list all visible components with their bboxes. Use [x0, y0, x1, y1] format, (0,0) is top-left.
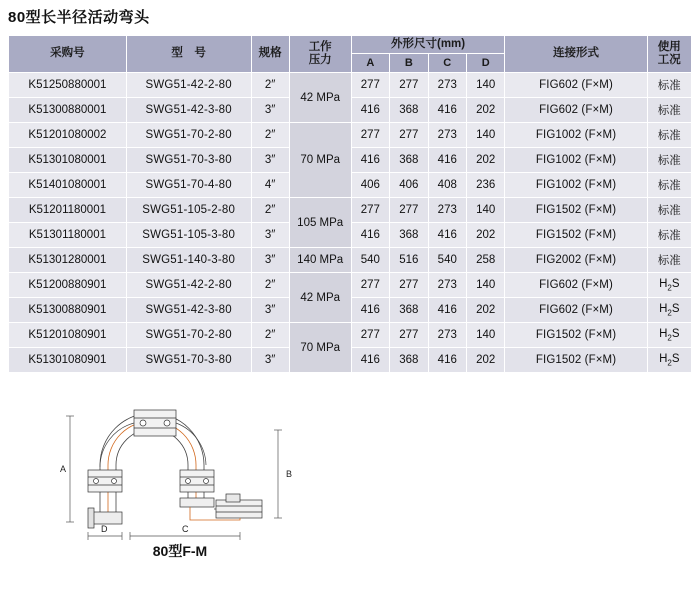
- cell-dim-d: 140: [467, 123, 505, 148]
- cell-service: $H_2S$: [647, 298, 691, 323]
- cell-connection: FIG1502 (F×M): [505, 223, 647, 248]
- cell-service: $H_2S$: [647, 348, 691, 373]
- cell-service: 标准: [647, 148, 691, 173]
- cell-dim-a: 416: [351, 223, 389, 248]
- cell-dim-d: 140: [467, 198, 505, 223]
- cell-model: SWG51-42-3-80: [126, 298, 251, 323]
- cell-connection: FIG602 (F×M): [505, 298, 647, 323]
- cell-size: 3″: [251, 248, 289, 273]
- cell-part-no: K51301080901: [9, 348, 127, 373]
- cell-connection: FIG602 (F×M): [505, 273, 647, 298]
- cell-size: 3″: [251, 223, 289, 248]
- dimension-label-c: C: [182, 524, 189, 534]
- cell-service: 标准: [647, 73, 691, 98]
- column-header-dim-c: C: [428, 54, 466, 73]
- cell-part-no: K51200880901: [9, 273, 127, 298]
- column-header-dim-b: B: [390, 54, 428, 73]
- cell-part-no: K51201080002: [9, 123, 127, 148]
- cell-part-no: K51300880901: [9, 298, 127, 323]
- table-row: [9, 198, 692, 223]
- table-row: [9, 273, 692, 298]
- cell-dim-a: 416: [351, 298, 389, 323]
- column-header-service: 使用 工况: [647, 36, 691, 73]
- cell-dim-c: 408: [428, 173, 466, 198]
- cell-service: $H_2S$: [647, 323, 691, 348]
- column-header-dimensions: 外形尺寸(mm): [351, 36, 505, 54]
- cell-dim-b: 368: [390, 223, 428, 248]
- cell-dim-b: 277: [390, 323, 428, 348]
- cell-service: 标准: [647, 173, 691, 198]
- cell-dim-a: 277: [351, 198, 389, 223]
- cell-dim-c: 416: [428, 148, 466, 173]
- cell-dim-d: 202: [467, 298, 505, 323]
- cell-model: SWG51-70-2-80: [126, 323, 251, 348]
- cell-dim-c: 273: [428, 198, 466, 223]
- column-header-dim-a: A: [351, 54, 389, 73]
- cell-dim-b: 368: [390, 348, 428, 373]
- column-header-connection: 连接形式: [505, 36, 647, 73]
- cell-size: 2″: [251, 273, 289, 298]
- cell-dim-c: 416: [428, 223, 466, 248]
- cell-connection: FIG1502 (F×M): [505, 198, 647, 223]
- elbow-diagram-svg: [30, 370, 330, 545]
- cell-model: SWG51-140-3-80: [126, 248, 251, 273]
- cell-dim-b: 368: [390, 98, 428, 123]
- cell-dim-d: 140: [467, 323, 505, 348]
- cell-dim-c: 273: [428, 73, 466, 98]
- cell-dim-b: 406: [390, 173, 428, 198]
- cell-dim-a: 277: [351, 123, 389, 148]
- column-header-working-pressure: 工作 压力: [289, 36, 351, 73]
- table-header: [9, 36, 692, 73]
- cell-size: 3″: [251, 298, 289, 323]
- table-row: [9, 248, 692, 273]
- cell-dim-d: 140: [467, 73, 505, 98]
- cell-part-no: K51301180001: [9, 223, 127, 248]
- dimension-label-d: D: [101, 524, 108, 534]
- table-row: [9, 323, 692, 348]
- cell-connection: FIG1502 (F×M): [505, 323, 647, 348]
- cell-dim-a: 540: [351, 248, 389, 273]
- cell-part-no: K51301080001: [9, 148, 127, 173]
- cell-service: 标准: [647, 123, 691, 148]
- cell-connection: FIG1002 (F×M): [505, 123, 647, 148]
- cell-dim-d: 140: [467, 273, 505, 298]
- table-row: [9, 73, 692, 98]
- cell-model: SWG51-70-4-80: [126, 173, 251, 198]
- cell-model: SWG51-42-3-80: [126, 98, 251, 123]
- cell-part-no: K51300880001: [9, 98, 127, 123]
- cell-dim-a: 277: [351, 273, 389, 298]
- cell-service: 标准: [647, 248, 691, 273]
- cell-dim-b: 277: [390, 198, 428, 223]
- dimension-label-b: B: [286, 469, 293, 479]
- cell-connection: FIG602 (F×M): [505, 98, 647, 123]
- specification-table: [8, 35, 692, 373]
- cell-connection: FIG1502 (F×M): [505, 348, 647, 373]
- column-header-model: 型 号: [126, 36, 251, 73]
- cell-working-pressure: 140 MPa: [289, 248, 351, 273]
- cell-size: 2″: [251, 198, 289, 223]
- cell-dim-a: 416: [351, 98, 389, 123]
- cell-dim-b: 277: [390, 123, 428, 148]
- cell-model: SWG51-105-2-80: [126, 198, 251, 223]
- cell-size: 3″: [251, 148, 289, 173]
- cell-model: SWG51-70-3-80: [126, 148, 251, 173]
- cell-part-no: K51201180001: [9, 198, 127, 223]
- cell-working-pressure: 70 MPa: [289, 323, 351, 373]
- cell-dim-a: 416: [351, 348, 389, 373]
- cell-dim-b: 516: [390, 248, 428, 273]
- cell-size: 2″: [251, 323, 289, 348]
- cell-working-pressure: 105 MPa: [289, 198, 351, 248]
- cell-dim-a: 277: [351, 73, 389, 98]
- cell-dim-d: 258: [467, 248, 505, 273]
- cell-dim-d: 202: [467, 348, 505, 373]
- cell-dim-b: 277: [390, 273, 428, 298]
- cell-size: 2″: [251, 123, 289, 148]
- page-title: 80型长半径活动弯头: [8, 9, 150, 26]
- cell-dim-c: 540: [428, 248, 466, 273]
- cell-size: 3″: [251, 98, 289, 123]
- cell-dim-c: 416: [428, 348, 466, 373]
- cell-size: 2″: [251, 73, 289, 98]
- cell-dim-a: 277: [351, 323, 389, 348]
- cell-connection: FIG1002 (F×M): [505, 173, 647, 198]
- cell-dim-c: 416: [428, 98, 466, 123]
- cell-model: SWG51-70-3-80: [126, 348, 251, 373]
- cell-model: SWG51-42-2-80: [126, 73, 251, 98]
- cell-dim-c: 273: [428, 323, 466, 348]
- cell-dim-d: 202: [467, 223, 505, 248]
- cell-dim-b: 368: [390, 148, 428, 173]
- cell-connection: FIG2002 (F×M): [505, 248, 647, 273]
- cell-working-pressure: 70 MPa: [289, 123, 351, 198]
- column-header-dim-d: D: [467, 54, 505, 73]
- cell-service: 标准: [647, 198, 691, 223]
- cell-service: 标准: [647, 223, 691, 248]
- table-body: [9, 73, 692, 373]
- product-figure: [30, 370, 330, 570]
- cell-size: 4″: [251, 173, 289, 198]
- cell-dim-d: 202: [467, 98, 505, 123]
- cell-working-pressure: 42 MPa: [289, 73, 351, 123]
- cell-dim-a: 406: [351, 173, 389, 198]
- cell-model: SWG51-42-2-80: [126, 273, 251, 298]
- cell-model: SWG51-105-3-80: [126, 223, 251, 248]
- cell-size: 3″: [251, 348, 289, 373]
- cell-dim-c: 273: [428, 273, 466, 298]
- dimension-label-a: A: [60, 464, 67, 474]
- cell-service: $H_2S$: [647, 273, 691, 298]
- cell-connection: FIG1002 (F×M): [505, 148, 647, 173]
- column-header-part-no: 采购号: [9, 36, 127, 73]
- cell-dim-c: 416: [428, 298, 466, 323]
- cell-service: 标准: [647, 98, 691, 123]
- cell-part-no: K51250880001: [9, 73, 127, 98]
- cell-part-no: K51401080001: [9, 173, 127, 198]
- figure-caption: 80型F-M: [152, 543, 208, 559]
- cell-working-pressure: 42 MPa: [289, 273, 351, 323]
- cell-model: SWG51-70-2-80: [126, 123, 251, 148]
- cell-dim-a: 416: [351, 148, 389, 173]
- table-header-row-1: [9, 36, 692, 54]
- cell-dim-b: 368: [390, 298, 428, 323]
- cell-dim-c: 273: [428, 123, 466, 148]
- cell-part-no: K51301280001: [9, 248, 127, 273]
- table-row: [9, 123, 692, 148]
- cell-connection: FIG602 (F×M): [505, 73, 647, 98]
- cell-part-no: K51201080901: [9, 323, 127, 348]
- cell-dim-d: 202: [467, 148, 505, 173]
- column-header-size: 规格: [251, 36, 289, 73]
- cell-dim-d: 236: [467, 173, 505, 198]
- cell-dim-b: 277: [390, 73, 428, 98]
